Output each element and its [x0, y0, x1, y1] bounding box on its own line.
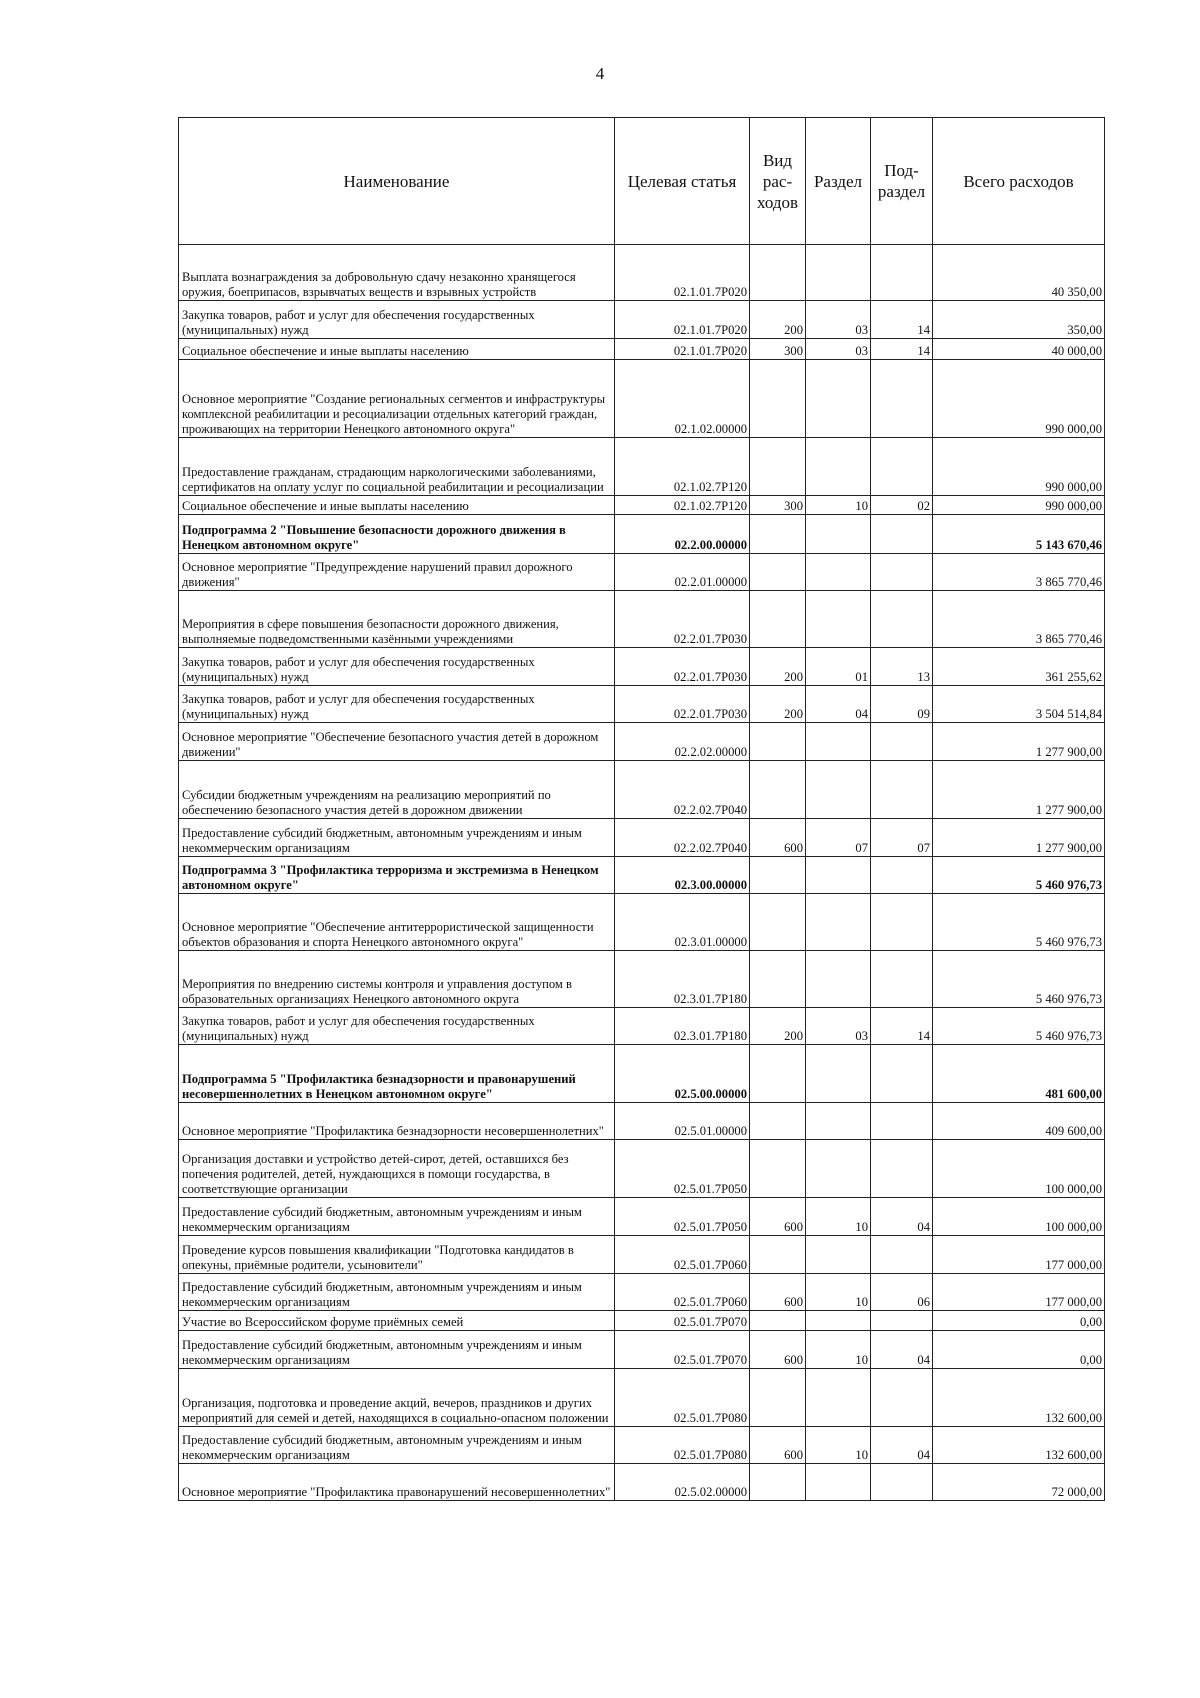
header-target: Целевая статья [615, 118, 750, 245]
row-kind-cell [750, 1045, 806, 1103]
row-section-cell [806, 1140, 871, 1198]
row-total-cell: 5 460 976,73 [933, 1008, 1105, 1045]
page-number: 4 [595, 64, 605, 83]
row-name-cell: Проведение курсов повышения квалификации "Подготовка кандидатов в опекуны, приёмные родители, усыновители" [179, 1236, 615, 1274]
row-total-cell: 132 600,00 [933, 1427, 1105, 1464]
table-row [179, 894, 1105, 951]
row-section-cell [806, 1369, 871, 1427]
row-total-cell: 990 000,00 [933, 496, 1105, 515]
row-target-cell: 02.2.01.7Р030 [615, 591, 750, 648]
row-name-cell: Предоставление субсидий бюджетным, автономным учреждениям и иным некоммерческим организациям [179, 1274, 615, 1311]
row-target-cell: 02.3.00.00000 [615, 857, 750, 894]
row-target-cell: 02.2.00.00000 [615, 515, 750, 554]
row-name-cell: Основное мероприятие "Обеспечение антитеррористической защищенности объектов образования и спорта Ненецкого автономного округа" [179, 894, 615, 951]
row-section-cell: 10 [806, 496, 871, 515]
header-subsection: Под-раздел [871, 118, 933, 245]
row-name-cell: Основное мероприятие "Профилактика правонарушений несовершеннолетних" [179, 1464, 615, 1501]
row-kind-cell [750, 591, 806, 648]
row-kind-cell [750, 515, 806, 554]
table-row [179, 1331, 1105, 1369]
row-target-cell: 02.2.01.00000 [615, 554, 750, 591]
row-total-cell: 3 865 770,46 [933, 554, 1105, 591]
row-target-cell: 02.3.01.00000 [615, 894, 750, 951]
row-kind-cell: 600 [750, 1331, 806, 1369]
row-kind-cell [750, 857, 806, 894]
row-total-cell: 0,00 [933, 1311, 1105, 1331]
row-section-cell: 03 [806, 339, 871, 360]
row-total-cell: 40 000,00 [933, 339, 1105, 360]
row-kind-cell [750, 1103, 806, 1140]
row-section-cell [806, 857, 871, 894]
row-section-cell [806, 1045, 871, 1103]
row-subsection-cell: 04 [871, 1427, 933, 1464]
header-name: Наименование [179, 118, 615, 245]
row-subsection-cell: 13 [871, 648, 933, 686]
row-subsection-cell [871, 438, 933, 496]
row-name-cell: Социальное обеспечение и иные выплаты населению [179, 496, 615, 515]
row-section-cell [806, 360, 871, 438]
row-total-cell: 1 277 900,00 [933, 723, 1105, 761]
row-subsection-cell [871, 894, 933, 951]
row-kind-cell [750, 1464, 806, 1501]
row-section-cell [806, 894, 871, 951]
row-kind-cell [750, 1369, 806, 1427]
row-name-cell: Организация, подготовка и проведение акций, вечеров, праздников и других мероприятий для семей и детей, находящихся в социально-опасном положении [179, 1369, 615, 1427]
row-section-cell [806, 761, 871, 819]
row-kind-cell: 600 [750, 1198, 806, 1236]
row-total-cell: 1 277 900,00 [933, 819, 1105, 857]
row-subsection-cell [871, 554, 933, 591]
row-kind-cell [750, 723, 806, 761]
row-section-cell: 10 [806, 1274, 871, 1311]
row-kind-cell: 600 [750, 819, 806, 857]
table-row [179, 1008, 1105, 1045]
row-total-cell: 361 255,62 [933, 648, 1105, 686]
row-total-cell: 100 000,00 [933, 1198, 1105, 1236]
row-name-cell: Мероприятия в сфере повышения безопасности дорожного движения, выполняемые подведомственными казёнными учреждениями [179, 591, 615, 648]
row-kind-cell: 200 [750, 1008, 806, 1045]
row-section-cell: 10 [806, 1427, 871, 1464]
row-section-cell: 03 [806, 1008, 871, 1045]
row-subsection-cell: 07 [871, 819, 933, 857]
row-section-cell [806, 515, 871, 554]
row-total-cell: 5 460 976,73 [933, 894, 1105, 951]
table-row [179, 819, 1105, 857]
row-target-cell: 02.1.01.7Р020 [615, 301, 750, 339]
row-subsection-cell: 14 [871, 1008, 933, 1045]
row-total-cell: 1 277 900,00 [933, 761, 1105, 819]
table-row [179, 339, 1105, 360]
table-row [179, 686, 1105, 723]
row-target-cell: 02.5.01.7Р050 [615, 1140, 750, 1198]
row-target-cell: 02.2.01.7Р030 [615, 648, 750, 686]
row-kind-cell [750, 894, 806, 951]
row-subsection-cell: 04 [871, 1331, 933, 1369]
row-total-cell: 5 460 976,73 [933, 857, 1105, 894]
row-total-cell: 0,00 [933, 1331, 1105, 1369]
row-section-cell: 04 [806, 686, 871, 723]
row-total-cell: 100 000,00 [933, 1140, 1105, 1198]
row-name-cell: Закупка товаров, работ и услуг для обеспечения государственных (муниципальных) нужд [179, 301, 615, 339]
row-name-cell: Подпрограмма 5 "Профилактика безнадзорности и правонарушений несовершеннолетних в Ненецком автономном округе" [179, 1045, 615, 1103]
row-section-cell [806, 591, 871, 648]
row-kind-cell [750, 951, 806, 1008]
row-section-cell: 03 [806, 301, 871, 339]
row-total-cell: 132 600,00 [933, 1369, 1105, 1427]
row-target-cell: 02.5.01.7Р060 [615, 1236, 750, 1274]
row-target-cell: 02.1.02.00000 [615, 360, 750, 438]
row-name-cell: Основное мероприятие "Создание региональных сегментов и инфраструктуры комплексной реабилитации и ресоциализации отдельных категорий граждан, проживающих на территории Ненецкого автономного округа" [179, 360, 615, 438]
row-subsection-cell [871, 761, 933, 819]
row-kind-cell [750, 360, 806, 438]
row-total-cell: 40 350,00 [933, 245, 1105, 301]
row-target-cell: 02.2.02.7Р040 [615, 761, 750, 819]
table-row [179, 1369, 1105, 1427]
row-total-cell: 72 000,00 [933, 1464, 1105, 1501]
row-kind-cell: 200 [750, 686, 806, 723]
table-body [179, 245, 1105, 1501]
table-row [179, 761, 1105, 819]
row-subsection-cell [871, 1464, 933, 1501]
row-target-cell: 02.5.01.7Р060 [615, 1274, 750, 1311]
row-target-cell: 02.2.02.00000 [615, 723, 750, 761]
row-total-cell: 990 000,00 [933, 438, 1105, 496]
row-subsection-cell [871, 951, 933, 1008]
row-subsection-cell [871, 1369, 933, 1427]
row-subsection-cell: 06 [871, 1274, 933, 1311]
row-subsection-cell [871, 245, 933, 301]
row-subsection-cell [871, 723, 933, 761]
row-subsection-cell: 14 [871, 301, 933, 339]
row-subsection-cell: 14 [871, 339, 933, 360]
row-name-cell: Субсидии бюджетным учреждениям на реализацию мероприятий по обеспечению безопасного участия детей в дорожном движении [179, 761, 615, 819]
row-target-cell: 02.1.01.7Р020 [615, 245, 750, 301]
table-row [179, 1103, 1105, 1140]
row-target-cell: 02.2.02.7Р040 [615, 819, 750, 857]
row-kind-cell: 300 [750, 496, 806, 515]
row-kind-cell [750, 1236, 806, 1274]
row-kind-cell: 300 [750, 339, 806, 360]
row-subsection-cell [871, 1140, 933, 1198]
row-section-cell: 10 [806, 1331, 871, 1369]
row-name-cell: Предоставление субсидий бюджетным, автономным учреждениям и иным некоммерческим организациям [179, 1331, 615, 1369]
row-name-cell: Предоставление субсидий бюджетным, автономным учреждениям и иным некоммерческим организациям [179, 1198, 615, 1236]
row-subsection-cell [871, 1311, 933, 1331]
table-row [179, 648, 1105, 686]
row-name-cell: Основное мероприятие "Предупреждение нарушений правил дорожного движения" [179, 554, 615, 591]
row-total-cell: 3 865 770,46 [933, 591, 1105, 648]
table-row [179, 1464, 1105, 1501]
row-kind-cell [750, 761, 806, 819]
row-subsection-cell [871, 1045, 933, 1103]
row-section-cell [806, 1311, 871, 1331]
row-total-cell: 5 143 670,46 [933, 515, 1105, 554]
row-target-cell: 02.5.00.00000 [615, 1045, 750, 1103]
row-section-cell [806, 1464, 871, 1501]
row-section-cell [806, 438, 871, 496]
row-kind-cell: 600 [750, 1427, 806, 1464]
row-total-cell: 990 000,00 [933, 360, 1105, 438]
table-row [179, 1198, 1105, 1236]
row-total-cell: 350,00 [933, 301, 1105, 339]
row-total-cell: 177 000,00 [933, 1274, 1105, 1311]
row-name-cell: Социальное обеспечение и иные выплаты населению [179, 339, 615, 360]
row-section-cell: 07 [806, 819, 871, 857]
row-total-cell: 5 460 976,73 [933, 951, 1105, 1008]
row-kind-cell [750, 1311, 806, 1331]
table-row [179, 301, 1105, 339]
header-total: Всего расходов [933, 118, 1105, 245]
row-name-cell: Выплата вознаграждения за добровольную сдачу незаконно хранящегося оружия, боеприпасов, взрывчатых веществ и взрывных устройств [179, 245, 615, 301]
row-name-cell: Предоставление гражданам, страдающим наркологическими заболеваниями, сертификатов на оплату услуг по социальной реабилитации и ресоциализации [179, 438, 615, 496]
row-total-cell: 409 600,00 [933, 1103, 1105, 1140]
table-row [179, 1427, 1105, 1464]
row-kind-cell: 600 [750, 1274, 806, 1311]
row-kind-cell [750, 438, 806, 496]
row-name-cell: Основное мероприятие "Обеспечение безопасного участия детей в дорожном движении" [179, 723, 615, 761]
table-row [179, 951, 1105, 1008]
row-name-cell: Подпрограмма 3 "Профилактика терроризма и экстремизма в Ненецком автономном округе" [179, 857, 615, 894]
row-total-cell: 481 600,00 [933, 1045, 1105, 1103]
table-row [179, 515, 1105, 554]
table-row [179, 1311, 1105, 1331]
header-section: Раздел [806, 118, 871, 245]
table-row [179, 591, 1105, 648]
table-row [179, 1045, 1105, 1103]
row-section-cell [806, 951, 871, 1008]
table-header-row [179, 118, 1105, 245]
table-row [179, 1140, 1105, 1198]
table-row [179, 245, 1105, 301]
row-target-cell: 02.3.01.7Р180 [615, 1008, 750, 1045]
row-target-cell: 02.5.01.7Р070 [615, 1311, 750, 1331]
row-name-cell: Основное мероприятие "Профилактика безнадзорности несовершеннолетних" [179, 1103, 615, 1140]
row-target-cell: 02.1.02.7Р120 [615, 438, 750, 496]
row-target-cell: 02.1.02.7Р120 [615, 496, 750, 515]
row-name-cell: Подпрограмма 2 "Повышение безопасности дорожного движения в Ненецком автономном округе" [179, 515, 615, 554]
row-section-cell [806, 1103, 871, 1140]
row-name-cell: Закупка товаров, работ и услуг для обеспечения государственных (муниципальных) нужд [179, 686, 615, 723]
table-row [179, 857, 1105, 894]
row-name-cell: Мероприятия по внедрению системы контроля и управления доступом в образовательных организациях Ненецкого автономного округа [179, 951, 615, 1008]
row-name-cell: Закупка товаров, работ и услуг для обеспечения государственных (муниципальных) нужд [179, 1008, 615, 1045]
row-kind-cell [750, 1140, 806, 1198]
row-name-cell: Предоставление субсидий бюджетным, автономным учреждениям и иным некоммерческим организациям [179, 1427, 615, 1464]
row-total-cell: 3 504 514,84 [933, 686, 1105, 723]
row-target-cell: 02.3.01.7Р180 [615, 951, 750, 1008]
row-name-cell: Участие во Всероссийском форуме приёмных семей [179, 1311, 615, 1331]
row-target-cell: 02.5.01.7Р080 [615, 1427, 750, 1464]
row-kind-cell: 200 [750, 648, 806, 686]
row-kind-cell [750, 245, 806, 301]
row-subsection-cell: 09 [871, 686, 933, 723]
row-section-cell [806, 723, 871, 761]
row-subsection-cell [871, 591, 933, 648]
row-subsection-cell [871, 1236, 933, 1274]
table-row [179, 554, 1105, 591]
header-kind: Вид рас-ходов [750, 118, 806, 245]
row-total-cell: 177 000,00 [933, 1236, 1105, 1274]
row-name-cell: Закупка товаров, работ и услуг для обеспечения государственных (муниципальных) нужд [179, 648, 615, 686]
table-row [179, 496, 1105, 515]
row-kind-cell: 200 [750, 301, 806, 339]
row-subsection-cell: 02 [871, 496, 933, 515]
table-row [179, 723, 1105, 761]
table-row [179, 1236, 1105, 1274]
table-row [179, 360, 1105, 438]
row-target-cell: 02.5.01.7Р050 [615, 1198, 750, 1236]
row-kind-cell [750, 554, 806, 591]
row-section-cell [806, 1236, 871, 1274]
budget-table [178, 117, 1105, 1501]
row-subsection-cell [871, 515, 933, 554]
row-subsection-cell: 04 [871, 1198, 933, 1236]
row-subsection-cell [871, 857, 933, 894]
row-target-cell: 02.5.01.7Р080 [615, 1369, 750, 1427]
row-section-cell [806, 245, 871, 301]
row-name-cell: Предоставление субсидий бюджетным, автономным учреждениям и иным некоммерческим организациям [179, 819, 615, 857]
table-row [179, 1274, 1105, 1311]
row-target-cell: 02.5.01.00000 [615, 1103, 750, 1140]
row-section-cell: 10 [806, 1198, 871, 1236]
row-section-cell [806, 554, 871, 591]
row-subsection-cell [871, 1103, 933, 1140]
row-subsection-cell [871, 360, 933, 438]
row-name-cell: Организация доставки и устройство детей-сирот, детей, оставшихся без попечения родителей, детей, нуждающихся в помощи государства, в соответствующие организации [179, 1140, 615, 1198]
row-target-cell: 02.1.01.7Р020 [615, 339, 750, 360]
row-target-cell: 02.5.02.00000 [615, 1464, 750, 1501]
row-target-cell: 02.5.01.7Р070 [615, 1331, 750, 1369]
row-target-cell: 02.2.01.7Р030 [615, 686, 750, 723]
table-row [179, 438, 1105, 496]
row-section-cell: 01 [806, 648, 871, 686]
